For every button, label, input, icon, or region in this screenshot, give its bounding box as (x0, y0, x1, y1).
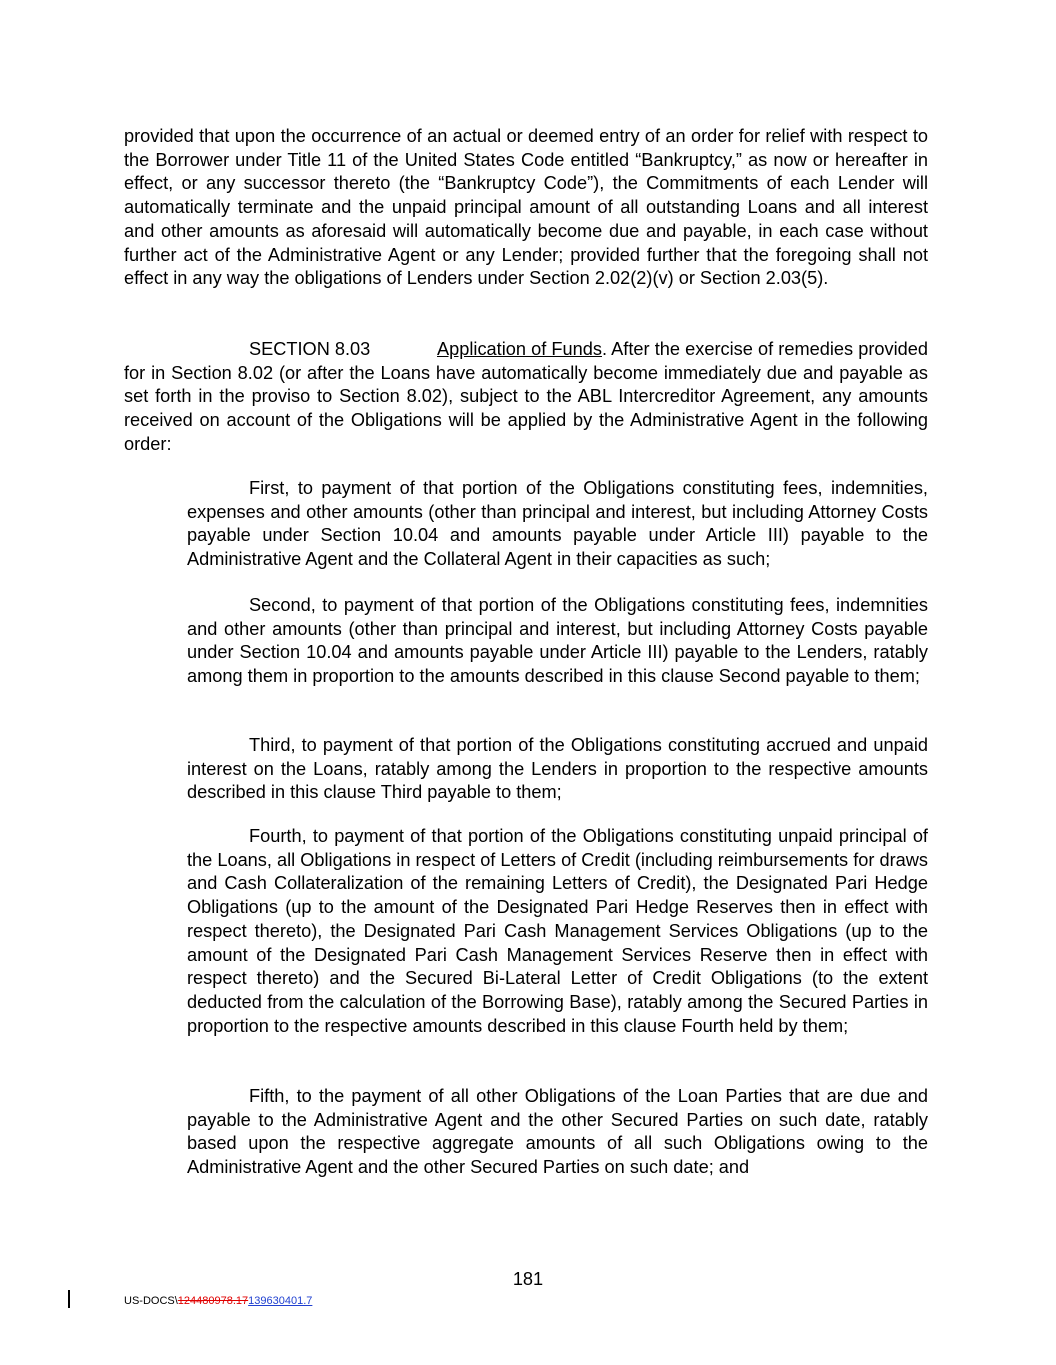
clause-label: Second (249, 595, 311, 615)
defined-term-bankruptcy-code: Bankruptcy Code (444, 173, 588, 194)
clause-text: , to payment of that portion of the Obligations constituting fees, indemnities, expenses and other amounts (other than principal and interest, but including Attorney Costs payable under Section 10.04 and amounts payable under Article III) payable to the Administrative Agent and the Collateral Agent in their capacities as such; (187, 478, 928, 570)
document-id-inserted: 139630401.7 (248, 1295, 313, 1307)
clause-label: Fourth (249, 826, 302, 846)
clause-text: , to payment of that portion of the Obligations constituting unpaid principal of the Loans, all Obligations in respect of Letters of Credit (including reimbursements for draws and Cash Collateralization of the remaining Letters of Credit), the Designated Pari Hedge Obligations (up to the amount of the Designated Pari Hedge Reserves then in effect with respect thereto), the Designated Pari Cash Management Services Obligations (up to the amount of the Designated Pari Cash Management Services Reserve then in effect with respect thereto) and the Secured Bi-Lateral Letter of Credit Obligations (to the extent deducted from the calculation of the Borrowing Base), ratably among the Secured Parties in proportion to the respective amounts described in this clause Fourth held by them; (187, 826, 928, 1036)
change-bar (68, 1290, 70, 1308)
section-number: SECTION 8.03 (249, 339, 371, 359)
section-heading-period: . (601, 339, 608, 359)
clause-label: First (249, 478, 285, 498)
section-text: After the exercise of remedies provided for in Section 8.02 (or after the Loans have automatically become immediately due and payable as set forth in the proviso to Section 8.02), subject to the ABL Intercreditor Agreement, any amounts received on account of the Obligations will be applied by the Administrative Agent in the following order: (124, 339, 928, 454)
clause-second (187, 594, 928, 689)
document-id (124, 1294, 312, 1308)
proviso-lead-term: provided (124, 126, 194, 146)
clause-text: , to payment of that portion of the Obligations constituting fees, indemnities and other amounts (other than principal and interest, but including Attorney Costs payable under Section 10.04 and amounts payable under Article III) payable to the Lenders, ratably among them in proportion to the amounts described in this clause Second payable to them; (187, 595, 928, 687)
document-id-prefix: US-DOCS\ (124, 1295, 178, 1307)
proviso-text: that upon the occurrence of an actual or deemed entry of an order for relief with respect to the Borrower under Title 11 of the United States Code entitled “Bankruptcy,” as now or hereafter in effect, or any successor thereto (the “ (124, 126, 928, 194)
clause-text: , to payment of that portion of the Obligations constituting accrued and unpaid interest on the Loans, ratably among the Lenders in proportion to the respective amounts described in this clause Third payable to them; (187, 735, 928, 803)
clause-label: Third (249, 735, 291, 755)
proviso-second-term: provided (570, 244, 640, 265)
section-8-03-paragraph (124, 338, 928, 457)
proviso-text-continued: ”), the Commitments of each Lender will automatically terminate and the unpaid principal amount of all outstanding Loans and all interest and other amounts as aforesaid will automatically become due and payable, in each case without further act of the Administrative Agent or any Lender; (124, 173, 929, 265)
clause-label: Fifth (249, 1086, 285, 1106)
proviso-text-end: further that the foregoing shall not effect in any way the obligations of Lenders under Section 2.02(2)(v) or Section 2.03(5). (124, 244, 929, 289)
clause-fourth (187, 825, 928, 1038)
clause-third (187, 734, 928, 805)
document-id-deleted: 124480978.17 (177, 1295, 249, 1307)
proviso-paragraph (124, 125, 928, 291)
page-number: 181 (512, 1269, 544, 1289)
section-heading: Application of Funds (437, 339, 602, 359)
clause-text: , to the payment of all other Obligations of the Loan Parties that are due and payable to the Administrative Agent and the other Secured Parties on such date, ratably based upon the respective aggregate amounts of all such Obligations owing to the Administrative Agent and the other Secured Parties on such date; and (187, 1086, 928, 1178)
clause-first (187, 477, 928, 572)
clause-fifth (187, 1085, 928, 1180)
